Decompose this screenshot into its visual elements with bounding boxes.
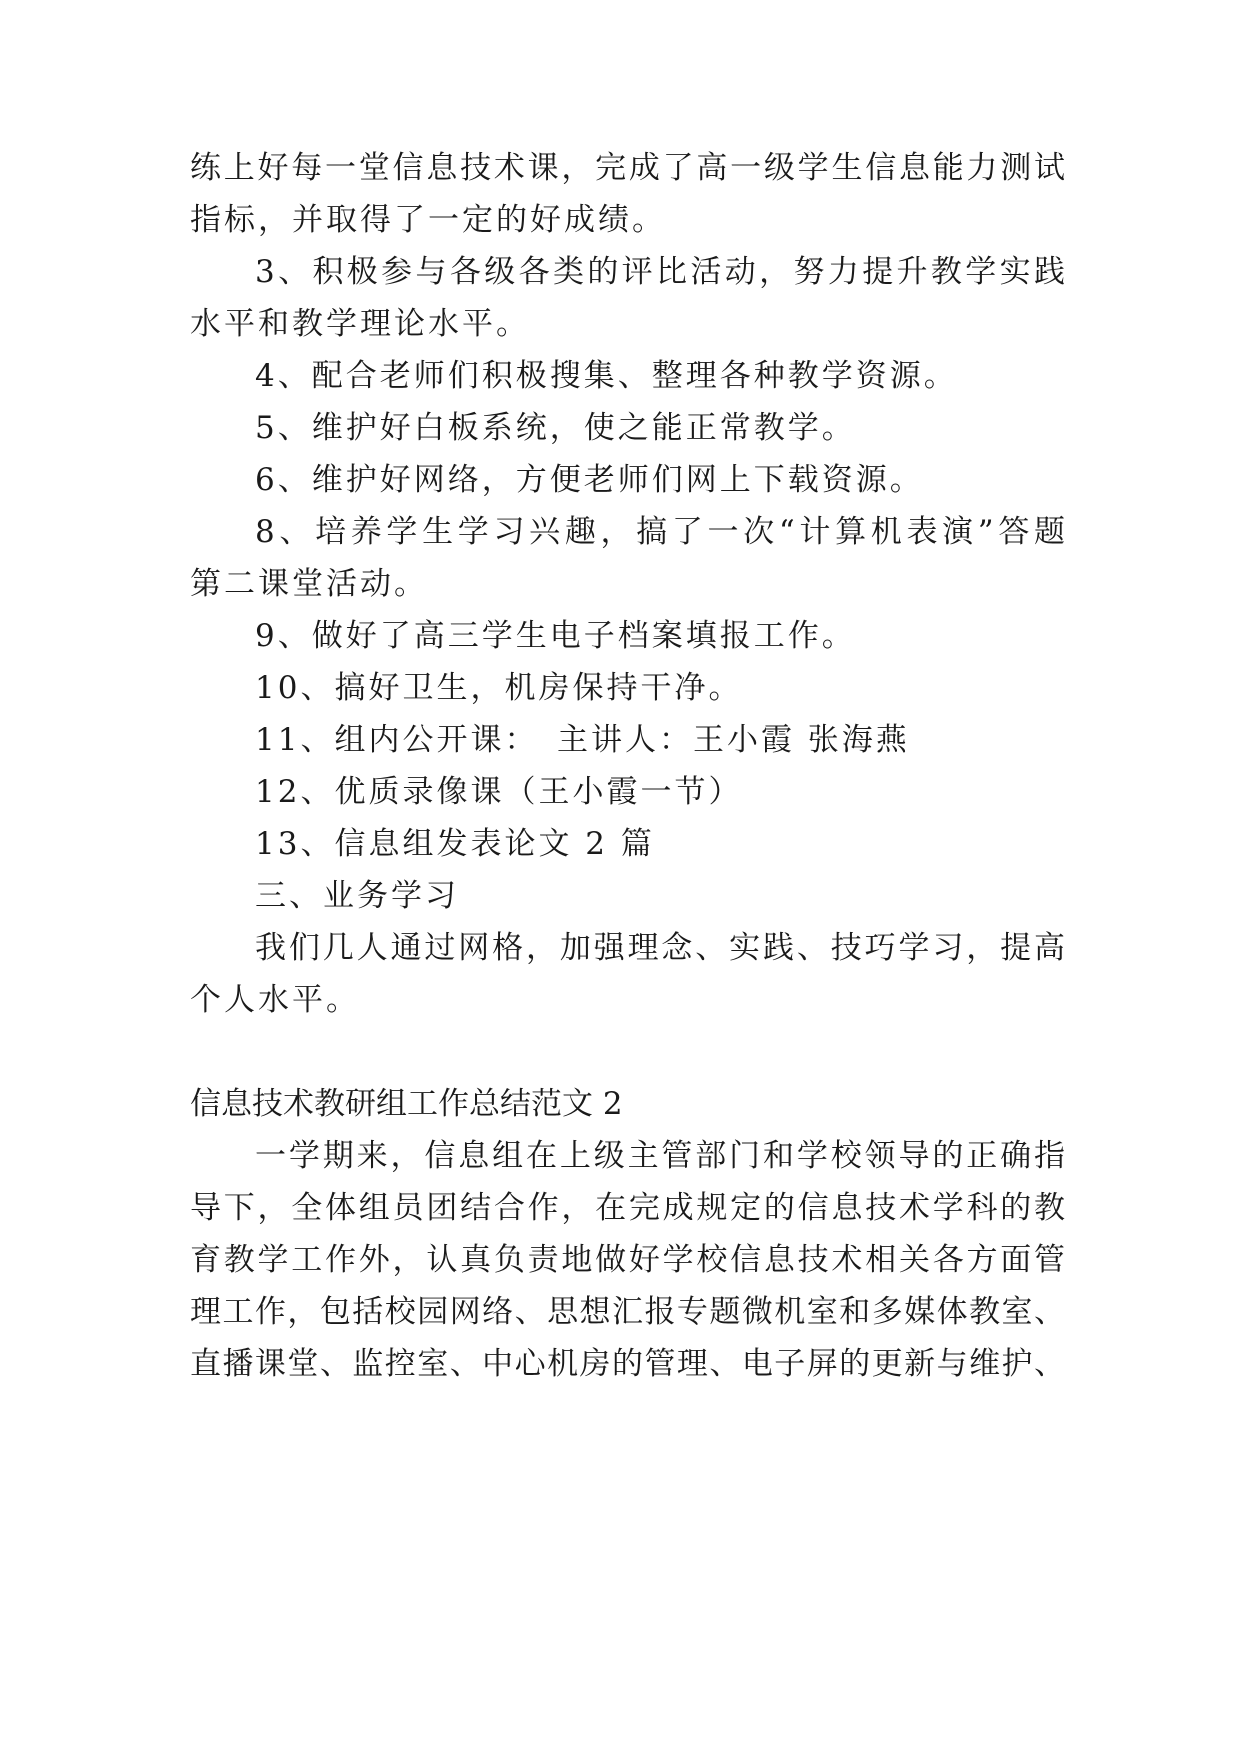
paragraph-line: 理工作，包括校园网络、思想汇报专题微机室和多媒体教室、 <box>190 1294 1065 1330</box>
paragraph-line: 我们几人通过网格，加强理念、实践、技巧学习，提高 <box>255 930 1065 966</box>
paragraph-line: 个人水平。 <box>190 982 360 1018</box>
list-item-11: 11、组内公开课： 主讲人：王小霞 张海燕 <box>255 722 910 758</box>
list-item-9: 9、做好了高三学生电子档案填报工作。 <box>255 618 856 654</box>
list-item-5: 5、维护好白板系统，使之能正常教学。 <box>255 410 856 446</box>
list-item-13: 13、信息组发表论文 2 篇 <box>255 826 655 862</box>
list-item-10: 10、搞好卫生，机房保持干净。 <box>255 670 743 706</box>
paragraph-line: 直播课堂、监控室、中心机房的管理、电子屏的更新与维护、 <box>190 1346 1065 1382</box>
list-item-4: 4、配合老师们积极搜集、整理各种教学资源。 <box>255 358 958 394</box>
paragraph-line: 一学期来，信息组在上级主管部门和学校领导的正确指 <box>255 1138 1065 1174</box>
list-item-3: 3、积极参与各级各类的评比活动，努力提升教学实践 <box>255 254 1065 290</box>
section-subheading: 三、业务学习 <box>255 878 459 914</box>
paragraph-line: 练上好每一堂信息技术课，完成了高一级学生信息能力测试 <box>190 150 1065 186</box>
paragraph-line: 育教学工作外，认真负责地做好学校信息技术相关各方面管 <box>190 1242 1065 1278</box>
paragraph-line: 第二课堂活动。 <box>190 566 428 602</box>
paragraph-line: 导下，全体组员团结合作，在完成规定的信息技术学科的教 <box>190 1190 1065 1226</box>
list-item-8: 8、培养学生学习兴趣，搞了一次“计算机表演”答题 <box>255 514 1065 550</box>
list-item-12: 12、优质录像课（王小霞一节） <box>255 774 743 810</box>
paragraph-line: 指标，并取得了一定的好成绩。 <box>190 202 666 238</box>
article-title: 信息技术教研组工作总结范文 2 <box>190 1086 623 1122</box>
list-item-6: 6、维护好网络，方便老师们网上下载资源。 <box>255 462 924 498</box>
paragraph-line: 水平和教学理论水平。 <box>190 306 530 342</box>
